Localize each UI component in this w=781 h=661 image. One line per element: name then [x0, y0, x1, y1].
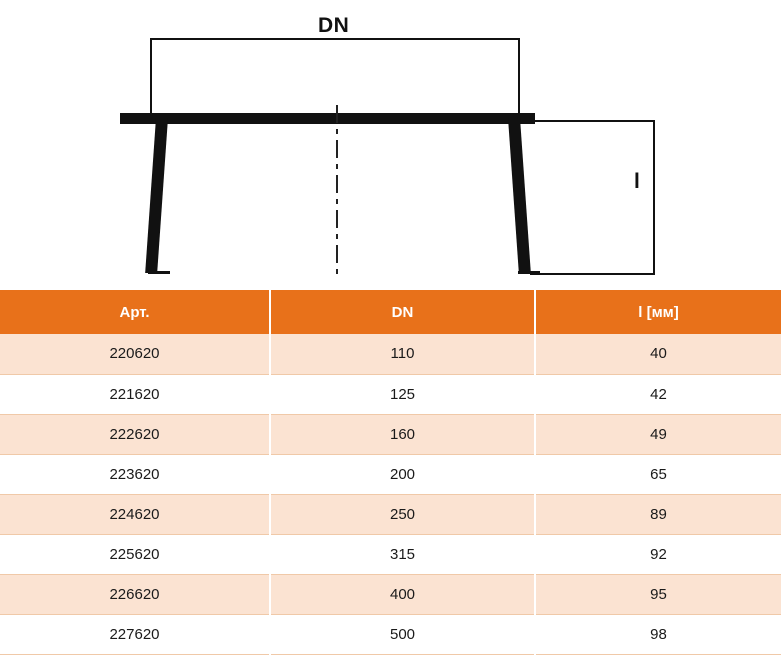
cell-length: 49	[535, 414, 781, 454]
technical-drawing	[0, 0, 781, 290]
column-header-article: Арт.	[0, 290, 270, 334]
dn-dimension-bracket	[150, 38, 520, 118]
cell-length: 89	[535, 494, 781, 534]
table-row	[0, 374, 781, 414]
cell-length: 65	[535, 454, 781, 494]
table-row	[0, 414, 781, 454]
cell-article: 221620	[0, 374, 270, 414]
cell-dn: 125	[270, 374, 535, 414]
column-header-dn: DN	[270, 290, 535, 334]
cell-dn: 500	[270, 614, 535, 654]
table-row	[0, 494, 781, 534]
cell-article: 227620	[0, 614, 270, 654]
table-header-row	[0, 290, 781, 334]
flange-bar-shape	[120, 113, 535, 124]
cell-length: 40	[535, 334, 781, 374]
cell-length: 92	[535, 534, 781, 574]
l-dimension-bracket	[530, 120, 655, 275]
cell-length: 42	[535, 374, 781, 414]
table-row	[0, 534, 781, 574]
dn-dimension-label: DN	[318, 14, 350, 37]
cell-dn: 200	[270, 454, 535, 494]
cell-article: 220620	[0, 334, 270, 374]
socket-wall-right-shape	[508, 118, 531, 273]
cell-length: 95	[535, 574, 781, 614]
table-row	[0, 574, 781, 614]
table-row	[0, 454, 781, 494]
socket-bottom-right-edge	[518, 271, 540, 274]
cell-length: 98	[535, 614, 781, 654]
l-dimension-label: l	[634, 170, 641, 193]
column-header-length: l [мм]	[535, 290, 781, 334]
socket-bottom-left-edge	[148, 271, 170, 274]
table-row	[0, 334, 781, 374]
cell-dn: 110	[270, 334, 535, 374]
cell-article: 224620	[0, 494, 270, 534]
cell-dn: 250	[270, 494, 535, 534]
socket-wall-left-shape	[145, 118, 168, 273]
cell-article: 225620	[0, 534, 270, 574]
table-row	[0, 614, 781, 654]
cell-article: 223620	[0, 454, 270, 494]
cell-article: 222620	[0, 414, 270, 454]
specification-table	[0, 290, 781, 655]
cell-dn: 315	[270, 534, 535, 574]
centerline-axis	[336, 105, 338, 277]
cell-dn: 400	[270, 574, 535, 614]
cell-dn: 160	[270, 414, 535, 454]
cell-article: 226620	[0, 574, 270, 614]
